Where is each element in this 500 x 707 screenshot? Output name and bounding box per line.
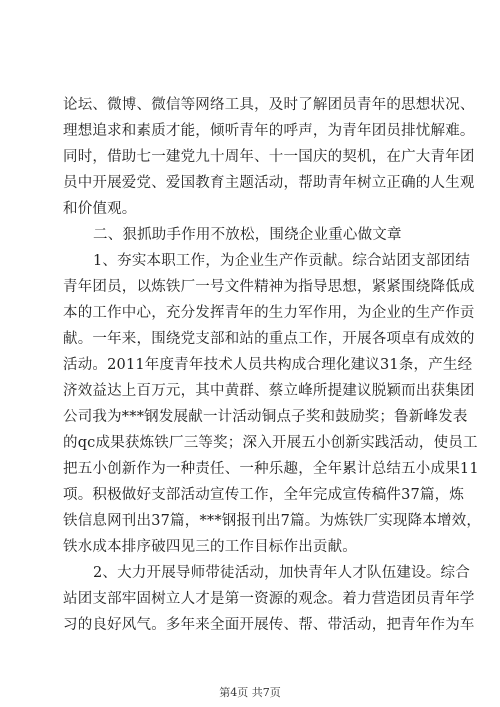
paragraph-line: 理想追求和素质才能，倾听青年的呼声，为青年团员排忧解难。: [63, 123, 475, 139]
paragraph-line: 2、大力开展导师带徒活动，加快青年人才队伍建设。综合: [93, 565, 470, 581]
page-number-footer: 第4页 共7页: [219, 686, 281, 699]
paragraph-line: 把五小创新作为一种责任、一种乐趣，全年累计总结五小成果11: [63, 461, 479, 477]
paragraph-line: 的qc成果获炼铁厂三等奖；深入开展五小创新实践活动，使员工: [63, 435, 478, 451]
paragraph-line: 活动。2011年度青年技术人员共构成合理化建议31条，产生经: [63, 357, 473, 373]
section-heading: 二、狠抓助手作用不放松，围绕企业重心做文章: [93, 227, 402, 243]
paragraph-line: 项。积极做好支部活动宣传工作，全年完成宣传稿件37篇，炼: [63, 487, 465, 503]
paragraph-line: 青年团员，以炼铁厂一号文件精神为指导思想，紧紧围绕降低成: [63, 279, 475, 295]
paragraph-line: 铁水成本排序破四见三的工作目标作出贡献。: [63, 539, 357, 555]
paragraph-line: 和价值观。: [63, 201, 137, 217]
paragraph-line: 论坛、微博、微信等网络工具，及时了解团员青年的思想状况、: [63, 97, 475, 113]
paragraph-line: 铁信息网刊出37篇，***钢报刊出7篇。为炼铁厂实现降本增效，: [63, 513, 482, 529]
paragraph-line: 同时，借助七一建党九十周年、十一国庆的契机，在广大青年团: [63, 149, 475, 165]
paragraph-line: 献。一年来，围绕党支部和站的重点工作，开展各项卓有成效的: [63, 331, 475, 347]
paragraph-line: 习的良好风气。多年来全面开展传、帮、带活动，把青年作为车: [63, 617, 475, 633]
paragraph-line: 站团支部牢固树立人才是第一资源的观念。着力营造团员青年学: [63, 591, 475, 607]
paragraph-line: 公司我为***钢发展献一计活动铜点子奖和鼓励奖；鲁新峰发表: [63, 409, 468, 425]
paragraph-line: 本的工作中心，充分发挥青年的生力军作用，为企业的生产作贡: [63, 305, 475, 321]
paragraph-line: 1、夯实本职工作，为企业生产作贡献。综合站团支部团结: [93, 253, 470, 269]
paragraph-line: 员中开展爱党、爱国教育主题活动，帮助青年树立正确的人生观: [63, 175, 475, 191]
paragraph-line: 济效益达上百万元，其中黄群、蔡立峰所提建议脱颖而出获集团: [63, 383, 475, 399]
